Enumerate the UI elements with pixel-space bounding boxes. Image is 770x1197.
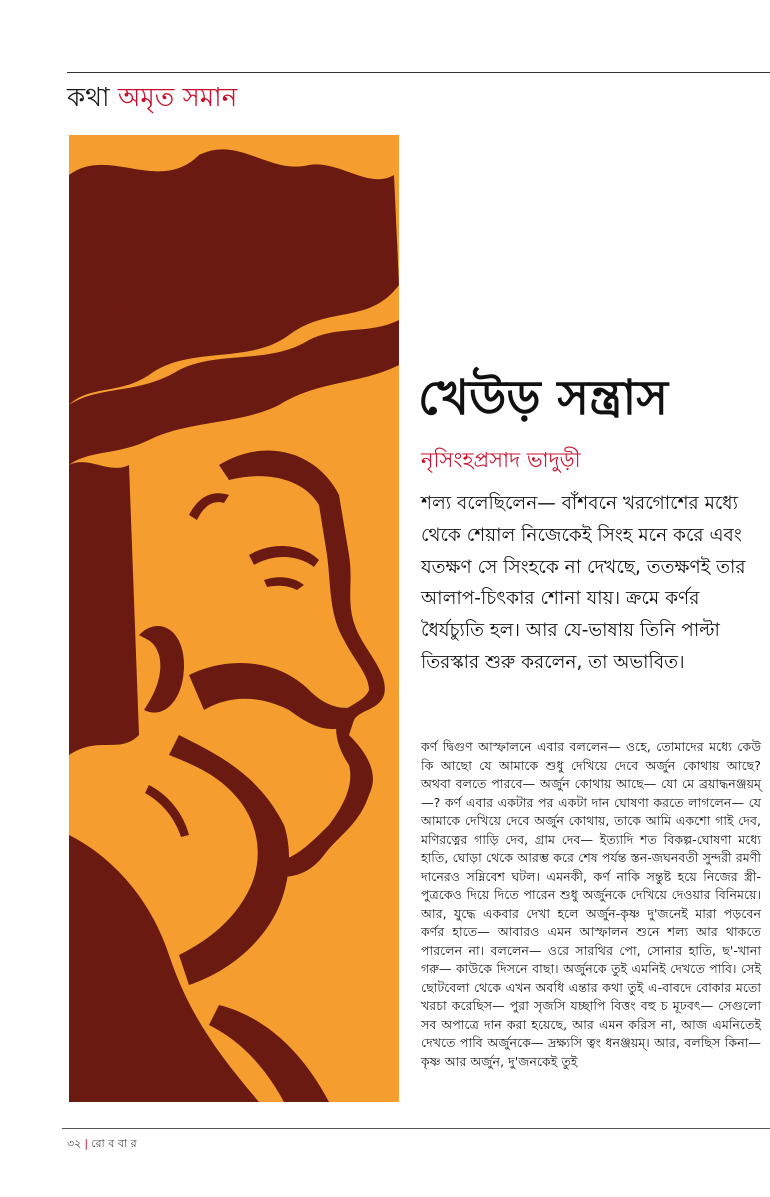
article-title: খেউড় সন্ত্রাস [418, 370, 669, 426]
portrait-illustration-art [69, 135, 399, 1102]
magazine-name: রো ব বা র [91, 1137, 137, 1150]
page-footer [67, 1137, 137, 1151]
lede-text: শল্য বলেছিলেন— বাঁশবনে খরগোশের মধ্যে থেকে শেয়াল নিজেকেই সিংহ মনে করে এবং যতক্ষণ সে সিংহকে না দেখছে, ততক্ষণই তার আলাপ-চিৎকার শোনা যায়। ক্রমে কর্ণর ধৈর্যচ্যুতি হল। আর যে-ভাষায় তিনি পাল্টা তিরস্কার শুরু করলেন, তা অভাবিত। [421, 493, 746, 673]
page-number: ৩২ [67, 1137, 82, 1150]
footer-separator: | [84, 1137, 89, 1150]
author-byline: নৃসিংহপ্রসাদ ভাদুড়ী [421, 448, 581, 472]
footer-rule [62, 1128, 770, 1129]
section-label [67, 82, 237, 114]
section-label-part1: কথা [67, 83, 110, 113]
body-text: কর্ণ দ্বিগুণ আস্ফালনে এবার বললেন— ওহে, তোমাদের মধ্যে কেউ কি আছো যে আমাকে শুধু দেখিয়ে দেবে অর্জুন কোথায় আছে? অথবা বলতে পারবে— অর্জুন কোথায় আছে— যো মে ব্রয়াদ্ধনঞ্জয়ম্‌—? কর্ণ এবার একটার পর একটা দান ঘোষণা করতে লাগলেন— যে আমাকে দেখিয়ে দেবে অর্জুন কোথায়, তাকে আমি একশো গাই দেব, মণিরত্নের গাড়ি দেব, গ্রাম দেব— ইত্যাদি শত বিকল্প-ঘোষণা মধ্যে হাতি, ঘোড়া থেকে আরম্ভ করে শেষ পর্যন্ত স্তন-জঘনবতী সুন্দরী রমণী দানেরও সম্নিবেশ ঘটল। এমনকী, কর্ণ নাকি সন্তুষ্ট হয়ে নিজের স্ত্রী-পুত্রকেও দিয়ে দিতে পারেন শুধু অর্জুনকে দেখিয়ে দেওয়ার বিনিময়ে। আর, যুদ্ধে একবার দেখা হলে অর্জুন-কৃষ্ণ দু'জনেই মারা পড়বেন কর্ণর হাতে— আবারও এমন আস্ফালন শুনে শল্য আর থাকতে পারলেন না। বললেন— ওরে সারথির পো, সোনার হাতি, ছ'-খানা গরু— কাউকে দিসনে বাছা। অর্জুনকে তুই এমনিই দেখতে পাবি। সেই ছোটবেলা থেকে এখন অবধি এন্তার কথা তুই এ-বাবদে বোকার মতো খরচা করেছিস— পুরা সৃজসি যচ্ছাপি বিত্তং বহু চ মূঢবৎ— সেগুলো সব অপাত্রে দান করা হয়েছে, আর এমন করিস না, আজ এমনিতেই দেখতে পাবি অর্জুনকে— দ্রক্ষ্যসি ত্বং ধনঞ্জয়ম্‌। আর, বলছিস কিনা— কৃষ্ণ আর অর্জুন, দু'জনকেই তুই [421, 739, 761, 1069]
header-rule [67, 72, 770, 73]
section-label-part2: অমৃত সমান [117, 83, 238, 113]
lede-paragraph [421, 488, 761, 679]
article-body [421, 738, 761, 1071]
portrait-illustration [69, 135, 399, 1102]
